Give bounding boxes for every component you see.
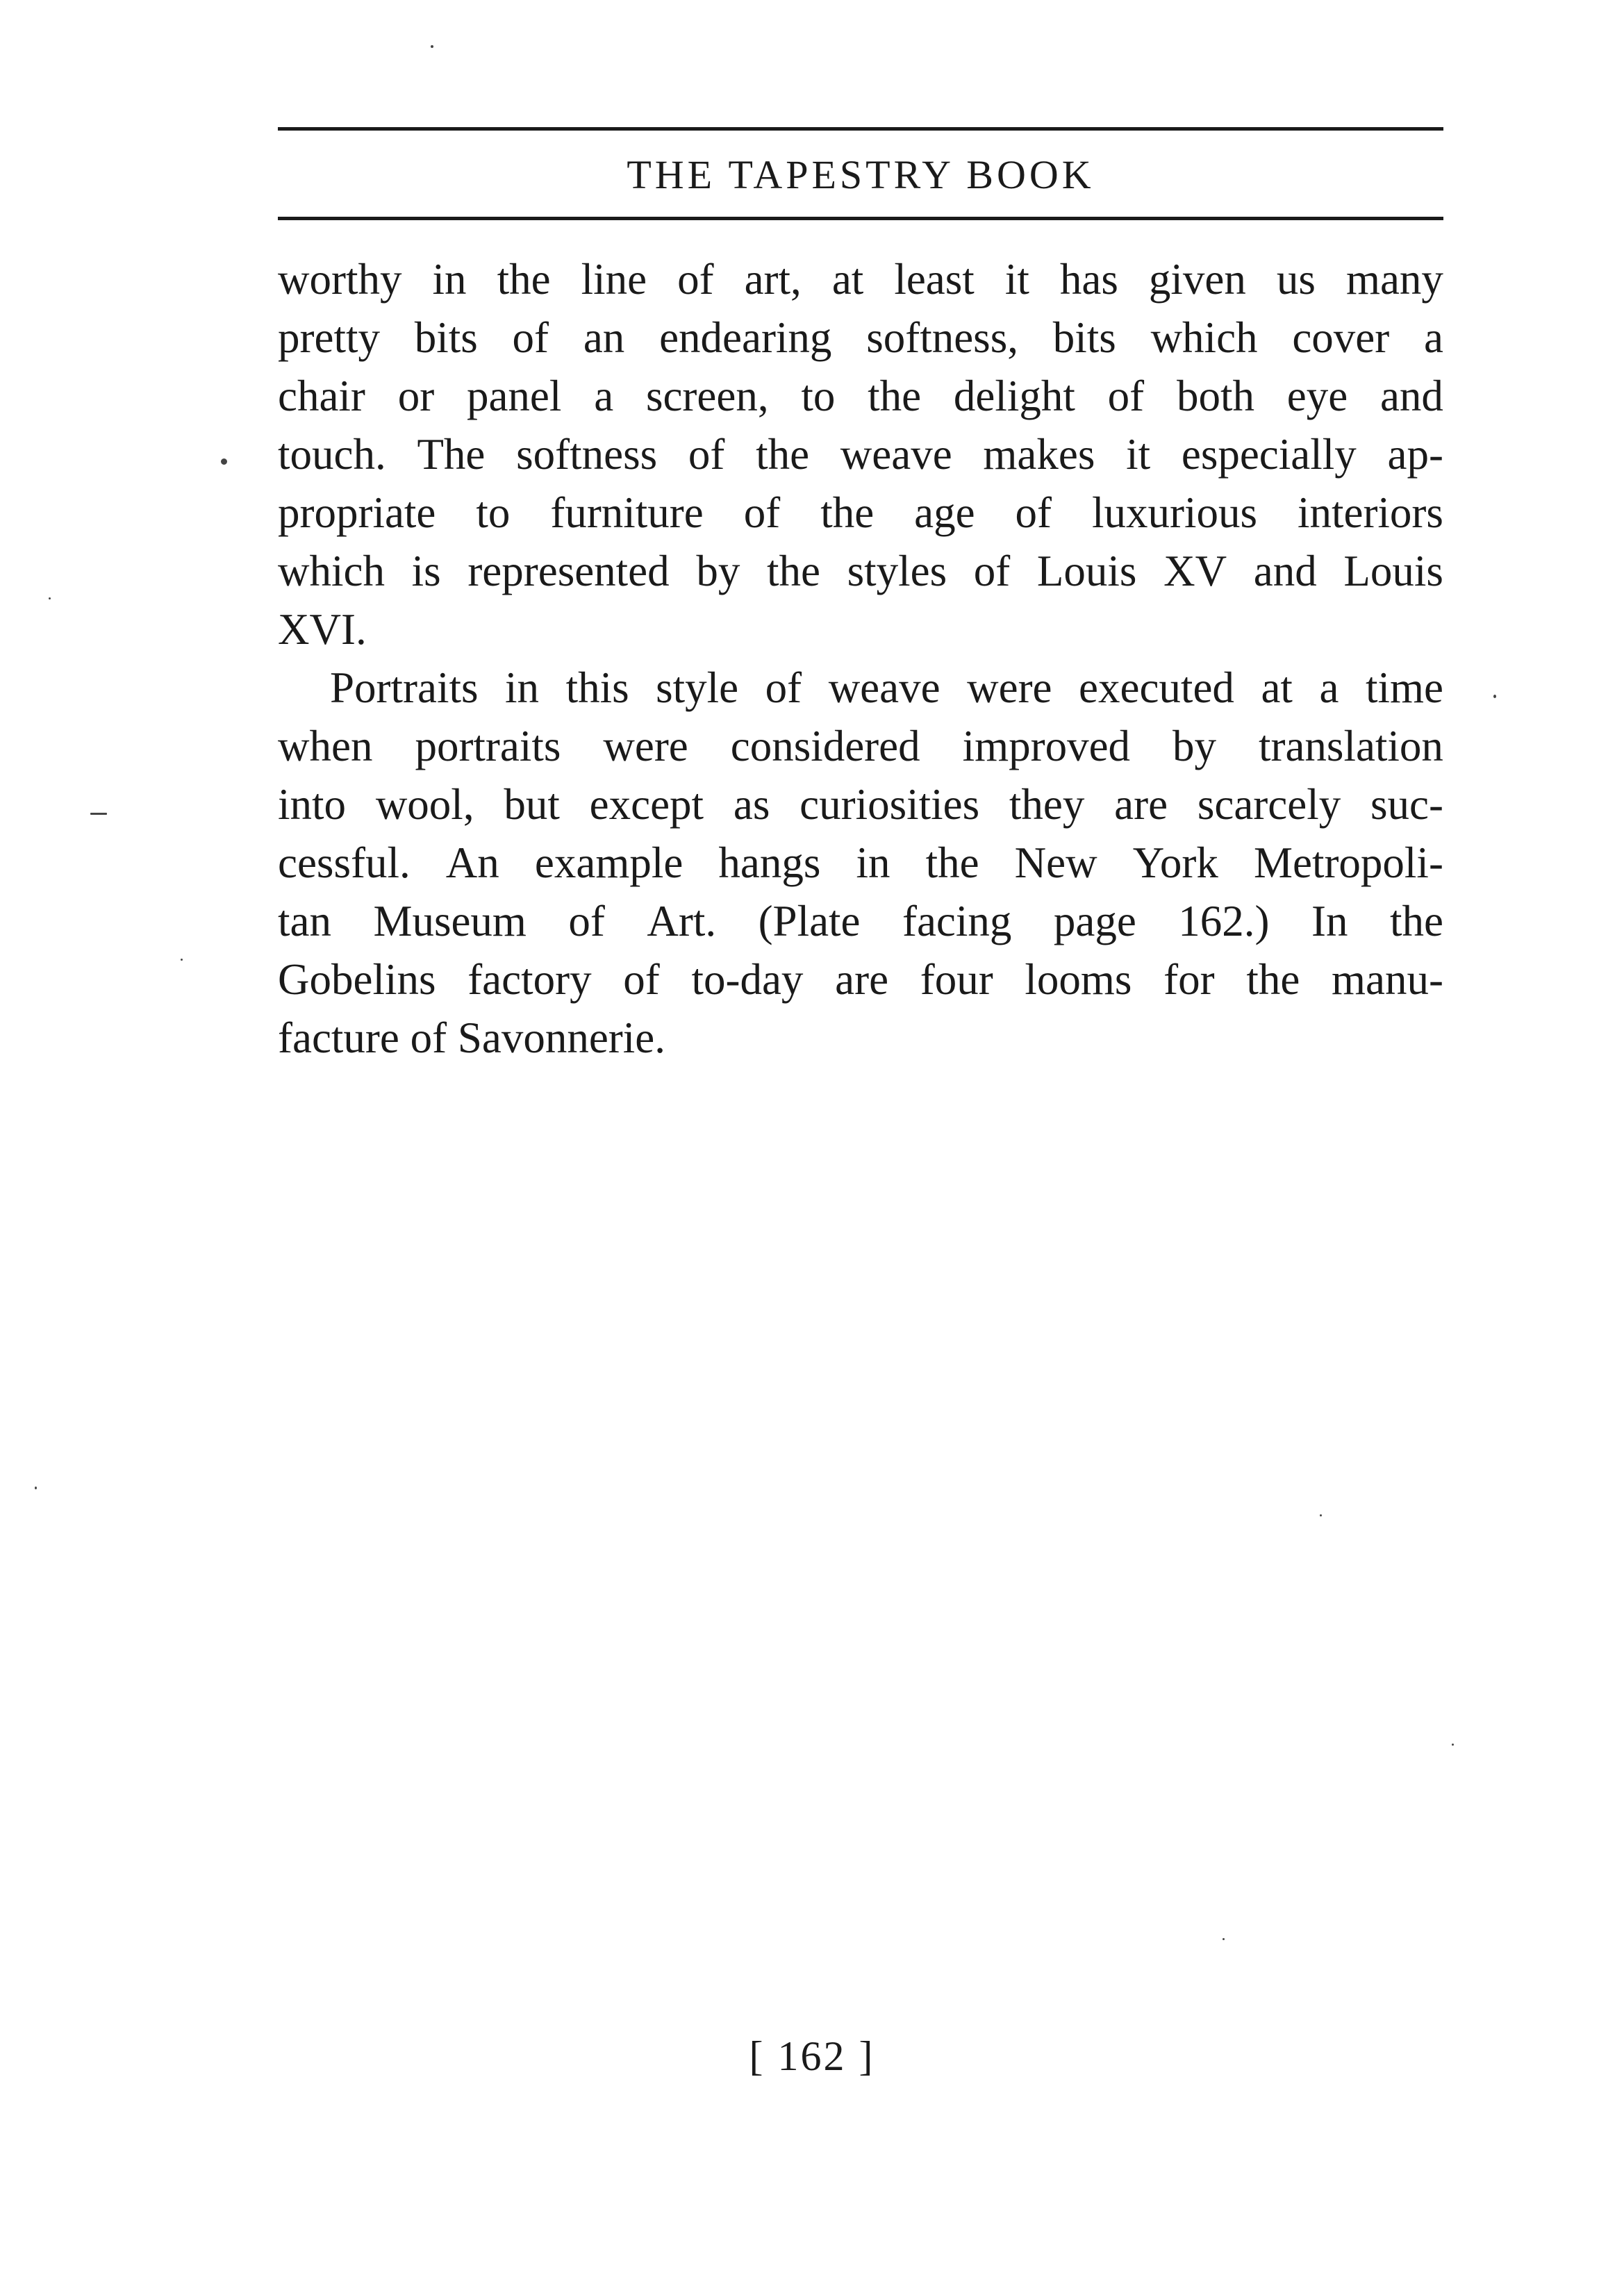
text-line: which is represented by the styles of Louis XV and Louis — [278, 547, 1443, 595]
scan-speck — [1493, 695, 1496, 698]
text-line: Gobelins factory of to-day are four looms for the manu- — [278, 955, 1443, 1004]
scan-speck — [181, 959, 183, 961]
scan-speck — [35, 1487, 37, 1489]
text-line: pretty bits of an endearing softness, bits which cover a — [278, 313, 1443, 362]
scan-speck — [49, 597, 51, 599]
text-line: propriate to furniture of the age of luxurious interiors — [278, 488, 1443, 537]
scan-speck — [431, 45, 433, 48]
scan-speck — [221, 458, 227, 465]
paragraph — [278, 659, 1443, 1067]
running-head: THE TAPESTRY BOOK — [627, 152, 1095, 197]
scan-speck — [90, 813, 107, 815]
text-line: into wool, but except as curiosities they are scarcely suc- — [278, 780, 1443, 829]
page-number: [ 162 ] — [749, 2033, 875, 2079]
header-rule-top — [278, 127, 1443, 131]
text-line: XVI. — [278, 605, 367, 654]
scan-speck — [1320, 1514, 1322, 1516]
text-line: Portraits in this style of weave were executed at a time — [330, 663, 1443, 712]
scan-speck — [1223, 1938, 1225, 1940]
text-line: worthy in the line of art, at least it has given us many — [278, 255, 1443, 304]
text-line: touch. The softness of the weave makes it especially ap- — [278, 430, 1443, 479]
text-line: chair or panel a screen, to the delight of both eye and — [278, 372, 1443, 420]
text-line: facture of Savonnerie. — [278, 1013, 665, 1062]
body-text — [278, 250, 1443, 1067]
paragraph — [278, 250, 1443, 659]
text-line: tan Museum of Art. (Plate facing page 162.) In the — [278, 897, 1443, 945]
header-rule-bottom — [278, 217, 1443, 220]
text-line: when portraits were considered improved by translation — [278, 722, 1443, 770]
scan-speck — [1452, 1744, 1454, 1746]
text-line: cessful. An example hangs in the New York Metropoli- — [278, 838, 1443, 887]
